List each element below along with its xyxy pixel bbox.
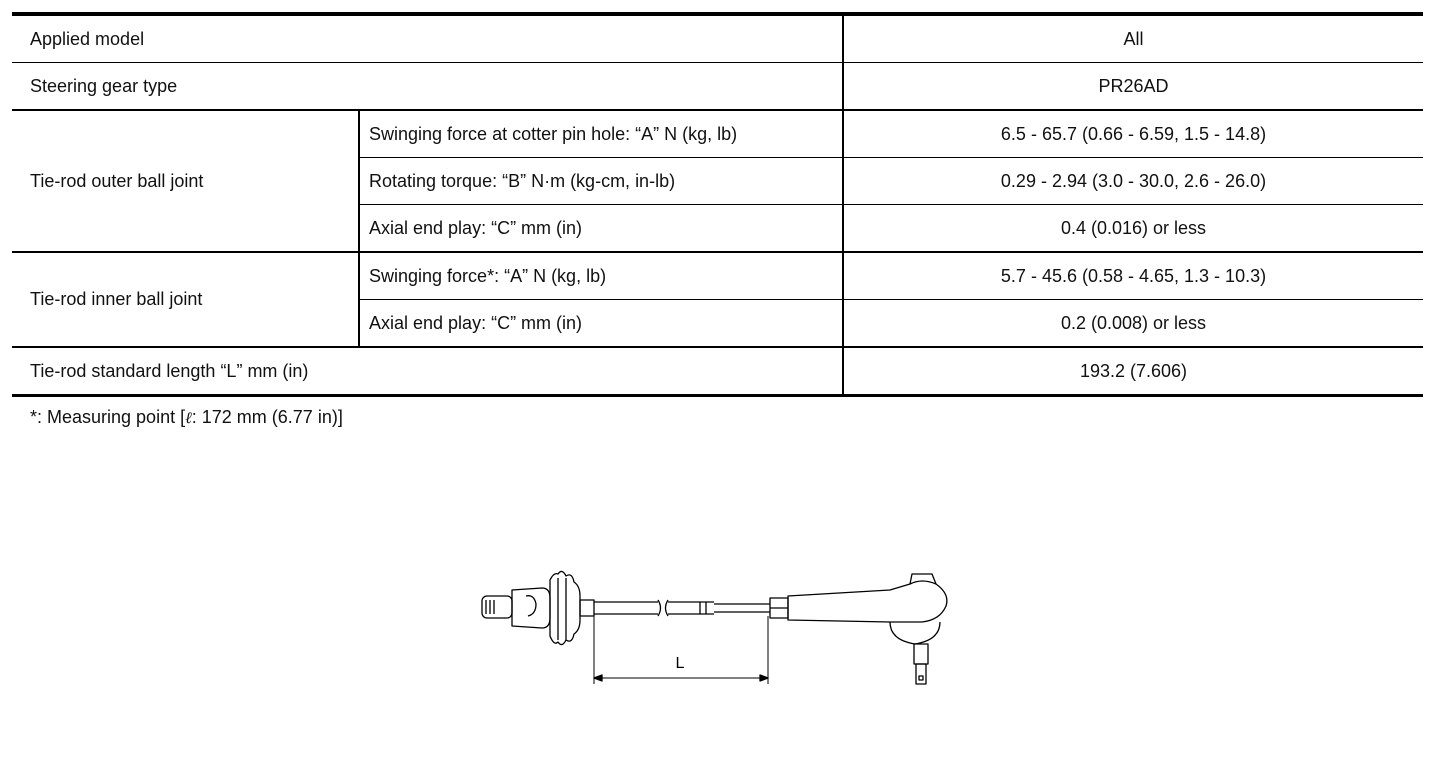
boot-folds <box>558 578 566 640</box>
standard-length-value: 193.2 (7.606) <box>843 347 1423 396</box>
outer-stud-tip <box>916 664 926 684</box>
boot-collar <box>580 600 594 616</box>
outer-ball-joint-label: Tie-rod outer ball joint <box>12 110 359 252</box>
row-steering-gear-type <box>12 63 1423 111</box>
ell-symbol: ℓ <box>185 408 192 427</box>
inner-swinging-force-value: 5.7 - 45.6 (0.58 - 4.65, 1.3 - 10.3) <box>843 252 1423 300</box>
inner-axial-end-play-param: Axial end play: “C” mm (in) <box>359 300 843 348</box>
inner-axial-end-play-value: 0.2 (0.008) or less <box>843 300 1423 348</box>
outer-ball-housing <box>890 622 940 644</box>
applied-model-value: All <box>843 14 1423 63</box>
rod-break-right <box>666 600 669 616</box>
rubber-boot <box>550 571 580 644</box>
outer-axial-end-play-param: Axial end play: “C” mm (in) <box>359 205 843 253</box>
socket-detail <box>526 596 536 616</box>
inner-swinging-force-param: Swinging force*: “A” N (kg, lb) <box>359 252 843 300</box>
thread-lines <box>486 600 494 614</box>
measuring-point-footnote <box>30 407 343 428</box>
outer-stud <box>914 644 928 664</box>
row-inner-swinging-force <box>12 252 1423 300</box>
outer-rotating-torque-value: 0.29 - 2.94 (3.0 - 30.0, 2.6 - 26.0) <box>843 158 1423 205</box>
outer-axial-end-play-value: 0.4 (0.016) or less <box>843 205 1423 253</box>
tie-rod-illustration <box>470 560 960 690</box>
adjust-rod <box>714 604 770 612</box>
rod-thread <box>700 602 706 614</box>
steering-gear-type-label: Steering gear type <box>12 63 843 111</box>
outer-tie-rod-body <box>788 581 947 622</box>
row-outer-swinging-force <box>12 110 1423 158</box>
standard-length-label: Tie-rod standard length “L” mm (in) <box>12 347 843 396</box>
dimension-label: L <box>675 655 685 672</box>
spec-table <box>12 12 1423 397</box>
inner-ball-joint-label: Tie-rod inner ball joint <box>12 252 359 347</box>
middle-rod <box>668 602 714 614</box>
footnote-suffix: : 172 mm (6.77 in)] <box>191 407 343 427</box>
rod-break-left <box>658 600 661 616</box>
outer-swinging-force-param: Swinging force at cotter pin hole: “A” N (kg, lb) <box>359 110 843 158</box>
row-standard-length <box>12 347 1423 396</box>
row-applied-model <box>12 14 1423 63</box>
inner-rod <box>594 602 658 614</box>
inner-socket <box>512 588 550 628</box>
footnote-prefix: *: Measuring point [ <box>30 407 186 427</box>
outer-rotating-torque-param: Rotating torque: “B” N·m (kg-cm, in-lb) <box>359 158 843 205</box>
outer-swinging-force-value: 6.5 - 65.7 (0.66 - 6.59, 1.5 - 14.8) <box>843 110 1423 158</box>
cotter-pin-hole <box>919 676 923 680</box>
steering-gear-type-value: PR26AD <box>843 63 1423 111</box>
dimension-extension-lines <box>594 616 768 684</box>
applied-model-label: Applied model <box>12 14 843 63</box>
